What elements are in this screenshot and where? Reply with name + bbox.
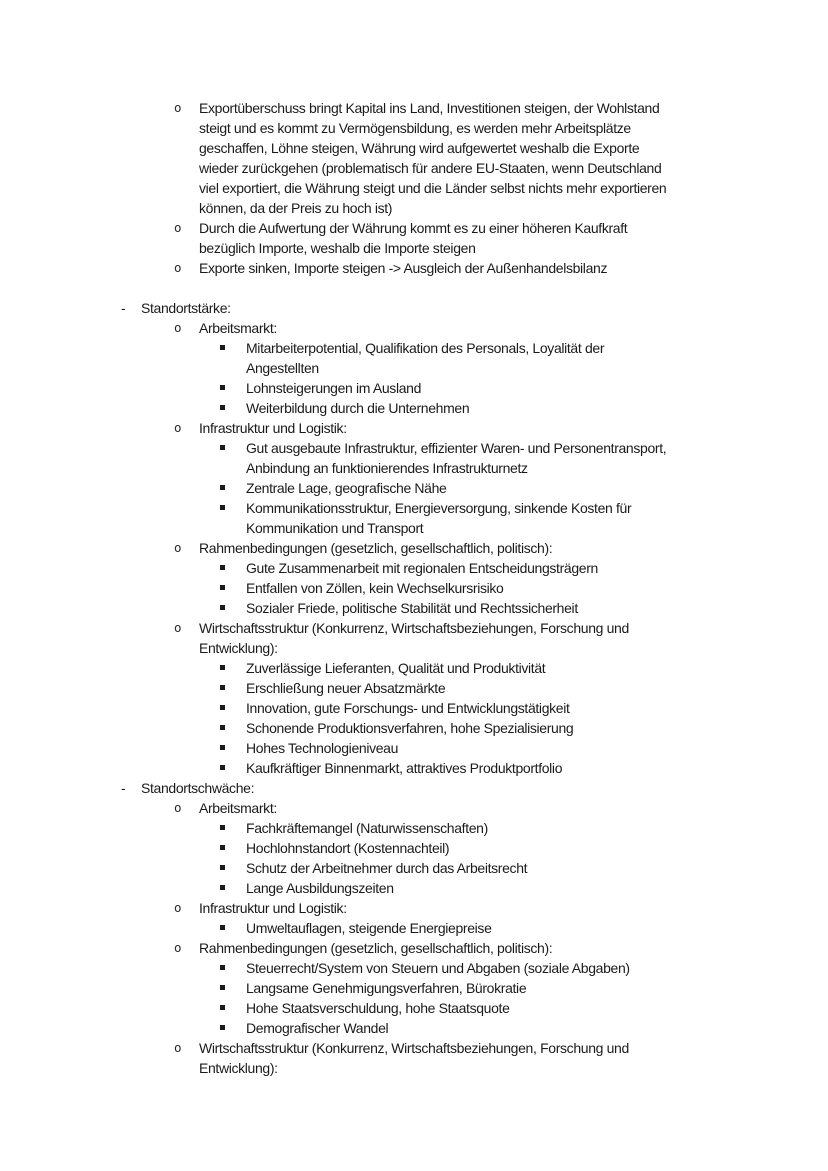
list-item-text [246,378,828,398]
list-item-circle [0,618,828,658]
square-bullet-icon [220,1005,225,1010]
square-bullet-icon [220,445,225,450]
text-line: Anbindung an funktionierendes Infrastrukturnetz [246,460,528,476]
list-item-circle [0,538,828,558]
list-item-square [0,878,828,898]
list-item-square [0,398,828,418]
text-line: Entfallen von Zöllen, kein Wechselkursrisiko [246,580,504,596]
text-line: Hohes Technologieniveau [246,740,399,756]
list-item-circle [0,938,828,958]
list-item-square [0,558,828,578]
list-item-text [246,858,828,878]
list-item-circle [0,898,828,918]
list-item-square [0,338,828,378]
list-item-square [0,698,828,718]
list-item-text [199,318,828,338]
list-item-dash [0,778,828,798]
text-line: Entwicklung): [199,640,278,656]
list-item-text [199,898,828,918]
list-item-dash [0,298,828,318]
text-line: Wirtschaftsstruktur (Konkurrenz, Wirtschaftsbeziehungen, Forschung und [199,620,629,636]
square-bullet-icon [220,605,225,610]
document-content [0,98,828,1078]
square-bullet-icon [220,725,225,730]
list-item-text [199,418,828,438]
list-item-text [246,498,828,538]
text-line: Lohnsteigerungen im Ausland [246,380,422,396]
list-item-square [0,818,828,838]
square-bullet-icon [220,345,225,350]
square-bullet-icon [220,765,225,770]
list-item-text [246,718,828,738]
text-line: geschaffen, Löhne steigen, Währung wird aufgewertet weshalb die Exporte [199,140,640,156]
list-item-text [246,478,828,498]
text-line: Hohe Staatsverschuldung, hohe Staatsquote [246,1000,510,1016]
list-item-text [199,218,828,258]
text-line: steigt und es kommt zu Vermögensbildung, es werden mehr Arbeitsplätze [199,120,631,136]
list-item-circle [0,318,828,338]
text-line: Fachkräftemangel (Naturwissenschaften) [246,820,488,836]
text-line: Sozialer Friede, politische Stabilität und Rechtssicherheit [246,600,578,616]
text-line: Standortstärke: [141,300,231,316]
text-line: Demografischer Wandel [246,1020,389,1036]
list-item-text [141,778,828,798]
square-bullet-icon [220,865,225,870]
list-item-text [246,678,828,698]
text-line: Umweltauflagen, steigende Energiepreise [246,920,492,936]
list-item-square [0,838,828,858]
list-item-text [246,598,828,618]
square-bullet-icon [220,505,225,510]
square-bullet-icon [220,585,225,590]
list-item-square [0,478,828,498]
list-item-circle [0,258,828,278]
text-line: Exportüberschuss bringt Kapital ins Land, Investitionen steigen, der Wohlstand [199,100,660,116]
list-item-text [246,578,828,598]
list-item-text [246,878,828,898]
list-item-square [0,918,828,938]
square-bullet-icon [220,665,225,670]
text-line: Mitarbeiterpotential, Qualifikation des Personals, Loyalität der [246,340,605,356]
text-line: Rahmenbedingungen (gesetzlich, gesellschaftlich, politisch): [199,540,553,556]
list-item-square [0,438,828,478]
text-line: Exporte sinken, Importe steigen -> Ausgleich der Außenhandelsbilanz [199,260,608,276]
list-item-text [199,538,828,558]
list-item-circle [0,98,828,218]
list-item-square [0,718,828,738]
text-line: wieder zurückgehen (problematisch für andere EU-Staaten, wenn Deutschland [199,160,662,176]
list-item-text [246,738,828,758]
list-item-square [0,998,828,1018]
list-item-square [0,978,828,998]
text-line: Steuerrecht/System von Steuern und Abgaben (soziale Abgaben) [246,960,630,976]
square-bullet-icon [220,385,225,390]
list-item-square [0,738,828,758]
text-line: Zuverlässige Lieferanten, Qualität und Produktivität [246,660,546,676]
list-item-text [246,1018,828,1038]
list-item-square [0,758,828,778]
list-item-text [246,438,828,478]
text-line: Hochlohnstandort (Kostennachteil) [246,840,450,856]
list-item-text [246,698,828,718]
square-bullet-icon [220,685,225,690]
circle-bullet-icon: o [174,420,182,435]
text-line: Innovation, gute Forschungs- und Entwicklungstätigkeit [246,700,570,716]
list-item-square [0,378,828,398]
circle-bullet-icon: o [174,620,182,635]
text-line: Infrastruktur und Logistik: [199,900,347,916]
list-item-square [0,598,828,618]
square-bullet-icon [220,565,225,570]
list-item-text [246,838,828,858]
list-item-square [0,498,828,538]
square-bullet-icon [220,925,225,930]
circle-bullet-icon: o [174,900,182,915]
circle-bullet-icon: o [174,540,182,555]
text-line: Gute Zusammenarbeit mit regionalen Entscheidungsträgern [246,560,598,576]
text-line: Schonende Produktionsverfahren, hohe Spezialisierung [246,720,574,736]
text-line: können, da der Preis zu hoch ist) [199,200,393,216]
list-item-square [0,678,828,698]
square-bullet-icon [220,405,225,410]
text-line: Erschließung neuer Absatzmärkte [246,680,446,696]
text-line: Zentrale Lage, geografische Nähe [246,480,447,496]
list-item-text [199,98,828,218]
text-line: viel exportiert, die Währung steigt und die Länder selbst nichts mehr exportieren [199,180,667,196]
text-line: Durch die Aufwertung der Währung kommt es zu einer höheren Kaufkraft [199,220,628,236]
text-line: Schutz der Arbeitnehmer durch das Arbeitsrecht [246,860,528,876]
list-item-text [246,558,828,578]
list-item-square [0,1018,828,1038]
text-line: Angestellten [246,360,319,376]
list-item-text [246,398,828,418]
list-item-text [199,798,828,818]
circle-bullet-icon: o [174,1040,182,1055]
square-bullet-icon [220,705,225,710]
list-item-circle [0,418,828,438]
dash-bullet-icon: - [121,300,126,316]
text-line: Standortschwäche: [141,780,255,796]
text-line: Kommunikation und Transport [246,520,424,536]
text-line: bezüglich Importe, weshalb die Importe steigen [199,240,476,256]
text-line: Rahmenbedingungen (gesetzlich, gesellschaftlich, politisch): [199,940,553,956]
list-item-text [246,338,828,378]
square-bullet-icon [220,825,225,830]
list-item-text [246,998,828,1018]
list-item-text [246,958,828,978]
circle-bullet-icon: o [174,220,182,235]
list-item-text [246,918,828,938]
text-line: Infrastruktur und Logistik: [199,420,347,436]
square-bullet-icon [220,485,225,490]
text-line: Kommunikationsstruktur, Energieversorgung, sinkende Kosten für [246,500,632,516]
list-item-square [0,578,828,598]
circle-bullet-icon: o [174,320,182,335]
text-line: Langsame Genehmigungsverfahren, Bürokratie [246,980,527,996]
square-bullet-icon [220,1025,225,1030]
list-item-text [199,618,828,658]
list-item-circle [0,1038,828,1078]
circle-bullet-icon: o [174,260,182,275]
list-item-text [246,758,828,778]
list-item-text [246,658,828,678]
text-line: Gut ausgebaute Infrastruktur, effizienter Waren- und Personentransport, [246,440,667,456]
list-item-text [199,258,828,278]
list-item-text [246,978,828,998]
list-item-square [0,658,828,678]
text-line: Entwicklung): [199,1060,278,1076]
list-item-text [246,818,828,838]
circle-bullet-icon: o [174,100,182,115]
list-item-circle [0,218,828,258]
paragraph-spacer [0,278,828,298]
text-line: Kaufkräftiger Binnenmarkt, attraktives Produktportfolio [246,760,563,776]
text-line: Arbeitsmarkt: [199,800,277,816]
text-line: Weiterbildung durch die Unternehmen [246,400,470,416]
list-item-text [199,1038,828,1078]
list-item-square [0,858,828,878]
circle-bullet-icon: o [174,800,182,815]
list-item-circle [0,798,828,818]
list-item-text [141,298,828,318]
square-bullet-icon [220,985,225,990]
square-bullet-icon [220,845,225,850]
list-item-square [0,958,828,978]
square-bullet-icon [220,965,225,970]
list-item-text [199,938,828,958]
text-line: Lange Ausbildungszeiten [246,880,394,896]
text-line: Wirtschaftsstruktur (Konkurrenz, Wirtschaftsbeziehungen, Forschung und [199,1040,629,1056]
square-bullet-icon [220,745,225,750]
circle-bullet-icon: o [174,940,182,955]
dash-bullet-icon: - [121,780,126,796]
square-bullet-icon [220,885,225,890]
text-line: Arbeitsmarkt: [199,320,277,336]
